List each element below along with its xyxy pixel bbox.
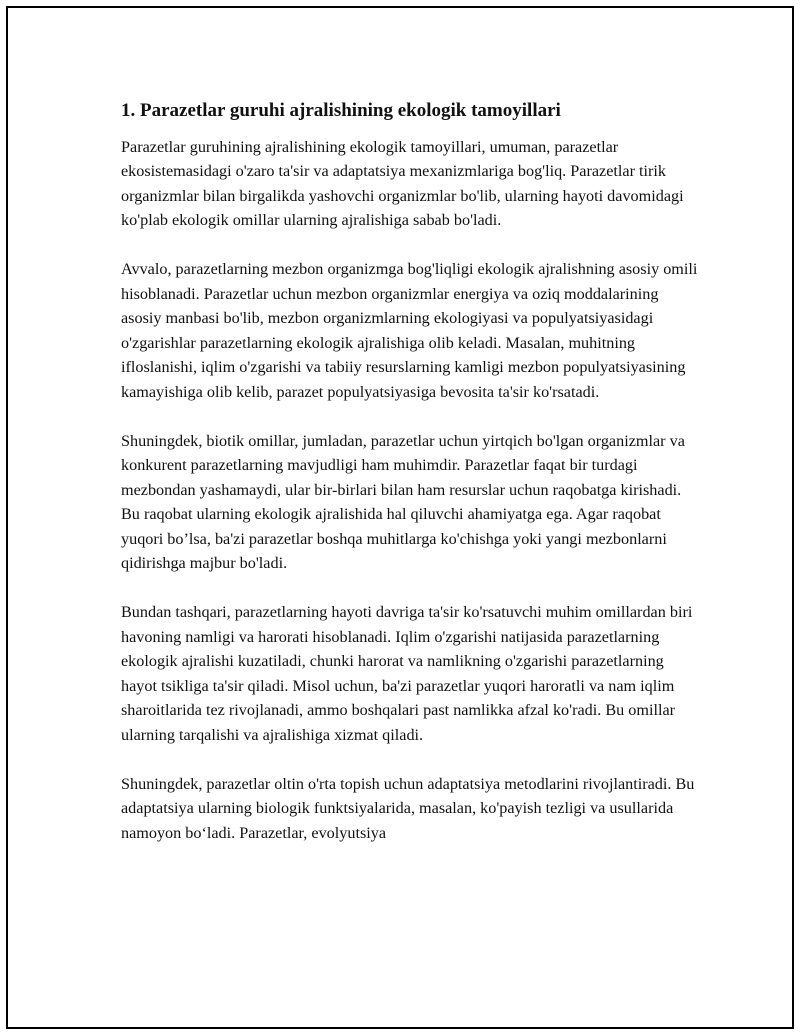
document-title: 1. Parazetlar guruhi ajralishining ekologik tamoyillari <box>121 100 561 121</box>
paragraph-1: Parazetlar guruhining ajralishining ekologik tamoyillari, umuman, parazetlar ekosistemasidagi o'zaro ta'sir va adaptatsiya mexanizmlariga bog'liq. Parazetlar tirik organizmlar bilan birgalikda yashovchi organizmlar bo'lib, ularning hayoti davomidagi ko'plab ekologik omillar ularning ajralishiga sabab bo'ladi. <box>121 137 684 230</box>
paragraph-5: Shuningdek, parazetlar oltin o'rta topish uchun adaptatsiya metodlarini rivojlantiradi. Bu adaptatsiya ularning biologik funktsiyalarida, masalan, ko'payish tezligi va usullarida namoyon bo‘ladi. Parazetlar, evolyutsiya <box>121 774 695 842</box>
paragraph-2: Avvalo, parazetlarning mezbon organizmga bog'liqligi ekologik ajralishning asosiy omili hisoblanadi. Parazetlar uchun mezbon organizmlar energiya va oziq moddalarining asosiy manbasi bo'lib, mezbon organizmlarning ekologiyasi va populyatsiyasidagi o'zgarishlar parazetlarning ekologik ajralishiga olib keladi. Masalan, muhitning ifloslanishi, iqlim o'zgarishi va tabiiy resurslarning kamligi mezbon populyatsiyasining kamayishiga olib kelib, parazet populyatsiyasiga bevosita ta'sir ko'rsatadi. <box>121 260 698 401</box>
page-border <box>6 6 794 1029</box>
paragraph-4: Bundan tashqari, parazetlarning hayoti davriga ta'sir ko'rsatuvchi muhim omillardan biri havoning namligi va harorati hisoblanadi. Iqlim o'zgarishi natijasida parazetlarning ekologik ajralishi kuzatiladi, chunki harorat va namlikning o'zgarishi parazetlarning hayot tsikliga ta'sir qiladi. Misol uchun, ba'zi parazetlar yuqori haroratli va nam iqlim sharoitlarida tez rivojlanadi, ammo boshqalari past namlikka afzal ko'radi. Bu omillar ularning tarqalishi va ajralishiga xizmat qiladi. <box>121 603 693 744</box>
paragraph-3: Shuningdek, biotik omillar, jumladan, parazetlar uchun yirtqich bo'lgan organizmlar va konkurent parazetlarning mavjudligi ham muhimdir. Parazetlar faqat bir turdagi mezbondan yashamaydi, ular bir-birlari bilan ham resurslar uchun raqobatga kirishadi. Bu raqobat ularning ekologik ajralishida hal qiluvchi ahamiyatga ega. Agar raqobat yuqori bo’lsa, ba'zi parazetlar boshqa muhitlarga ko'chishga yoki yangi mezbonlarni qidirishga majbur bo'ladi. <box>121 431 685 573</box>
document-body <box>121 98 701 870</box>
